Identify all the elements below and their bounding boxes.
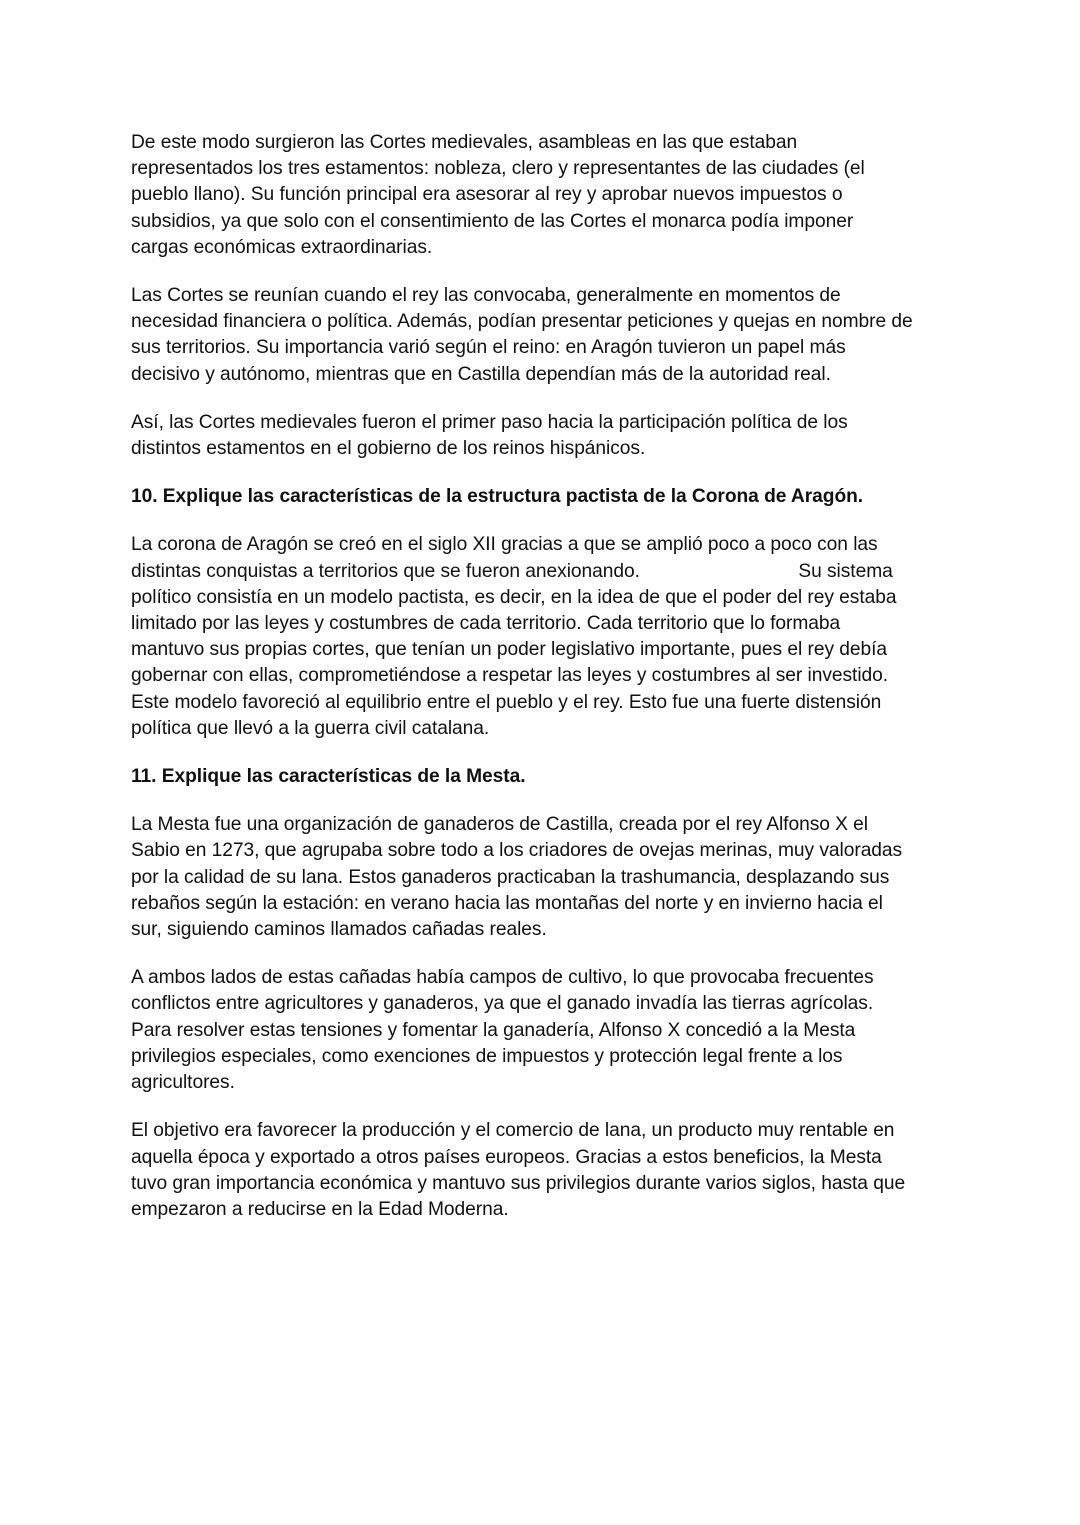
text-line: sus territorios. Su importancia varió según el reino: en Aragón tuvieron un papel más <box>131 337 846 359</box>
text-line: aquella época y exportado a otros países europeos. Gracias a estos beneficios, la Mesta <box>131 1146 882 1168</box>
text-line: gobernar con ellas, comprometiéndose a respetar las leyes y costumbres al ser investido. <box>131 665 889 687</box>
text-line: por la calidad de su lana. Estos ganaderos practicaban la trashumancia, desplazando sus <box>131 866 890 888</box>
text-line: sur, siguiendo caminos llamados cañadas reales. <box>131 919 547 941</box>
text-line: cargas económicas extraordinarias. <box>131 236 433 258</box>
text-line: decisivo y autónomo, mientras que en Castilla dependían más de la autoridad real. <box>131 363 831 385</box>
text-line: representados los tres estamentos: nobleza, clero y representantes de las ciudades (el <box>131 158 865 180</box>
paragraph-cortes-meetings <box>131 283 961 388</box>
text-line: De este modo surgieron las Cortes medievales, asambleas en las que estaban <box>131 132 798 153</box>
text-line: Sabio en 1273, que agrupaba sobre todo a los criadores de ovejas merinas, muy valoradas <box>131 840 903 862</box>
text-line: Así, las Cortes medievales fueron el primer paso hacia la participación política de los <box>131 411 848 433</box>
text-line: empezaron a reducirse en la Edad Moderna. <box>131 1198 509 1220</box>
text-line: limitado por las leyes y costumbres de cada territorio. Cada territorio que lo formaba <box>131 613 841 635</box>
paragraph-cortes-origin <box>131 130 961 261</box>
paragraph-cortes-conclusion <box>131 410 961 462</box>
text-line: Este modelo favoreció al equilibrio entre el pueblo y el rey. Esto fue una fuerte distensión <box>131 691 882 713</box>
text-line: Para resolver estas tensiones y fomentar la ganadería, Alfonso X concedió a la Mesta <box>131 1019 856 1041</box>
text-line: distintos estamentos en el gobierno de los reinos hispánicos. <box>131 438 646 460</box>
text-line: El objetivo era favorecer la producción y el comercio de lana, un producto muy rentable en <box>131 1120 895 1142</box>
paragraph-mesta-conflicts <box>131 965 961 1096</box>
text-line: conflictos entre agricultores y ganaderos, ya que el ganado invadía las tierras agrícolas. <box>131 993 874 1015</box>
text-line: subsidios, ya que solo con el consentimiento de las Cortes el monarca podía imponer <box>131 210 854 232</box>
paragraph-mesta-definition <box>131 812 961 943</box>
question-11-heading <box>131 764 961 790</box>
heading-text: 11. Explique las características de la Mesta. <box>131 766 526 788</box>
text-line: necesidad financiera o política. Además, podían presentar peticiones y quejas en nombre de <box>131 311 913 333</box>
paragraph-aragon-pactism <box>131 532 961 742</box>
text-line: rebaños según la estación: en verano hacia las montañas del norte y en invierno hacia el <box>131 892 883 914</box>
text-line: A ambos lados de estas cañadas había campos de cultivo, lo que provocaba frecuentes <box>131 967 874 989</box>
question-10-heading <box>131 484 961 510</box>
text-line: agricultores. <box>131 1072 235 1094</box>
text-line: mantuvo sus propias cortes, que tenían un poder legislativo importante, pues el rey debía <box>131 639 888 661</box>
text-line: Las Cortes se reunían cuando el rey las convocaba, generalmente en momentos de <box>131 285 841 307</box>
heading-text: 10. Explique las características de la estructura pactista de la Corona de Aragón. <box>131 486 864 508</box>
document-page <box>131 130 961 1245</box>
text-line: político consistía en un modelo pactista, es decir, en la idea de que el poder del rey estaba <box>131 586 897 608</box>
text-line: La corona de Aragón se creó en el siglo XII gracias a que se amplió poco a poco con las <box>131 534 878 556</box>
text-line: política que llevó a la guerra civil catalana. <box>131 717 490 739</box>
text-line: privilegios especiales, como exenciones de impuestos y protección legal frente a los <box>131 1045 843 1067</box>
text-line: pueblo llano). Su función principal era asesorar al rey y aprobar nuevos impuestos o <box>131 184 843 206</box>
text-line: distintas conquistas a territorios que se fueron anexionando. Su sistema <box>131 560 893 582</box>
text-line: La Mesta fue una organización de ganaderos de Castilla, creada por el rey Alfonso X el <box>131 814 869 836</box>
text-line: tuvo gran importancia económica y mantuvo sus privilegios durante varios siglos, hasta que <box>131 1172 906 1194</box>
paragraph-mesta-objective <box>131 1118 961 1223</box>
